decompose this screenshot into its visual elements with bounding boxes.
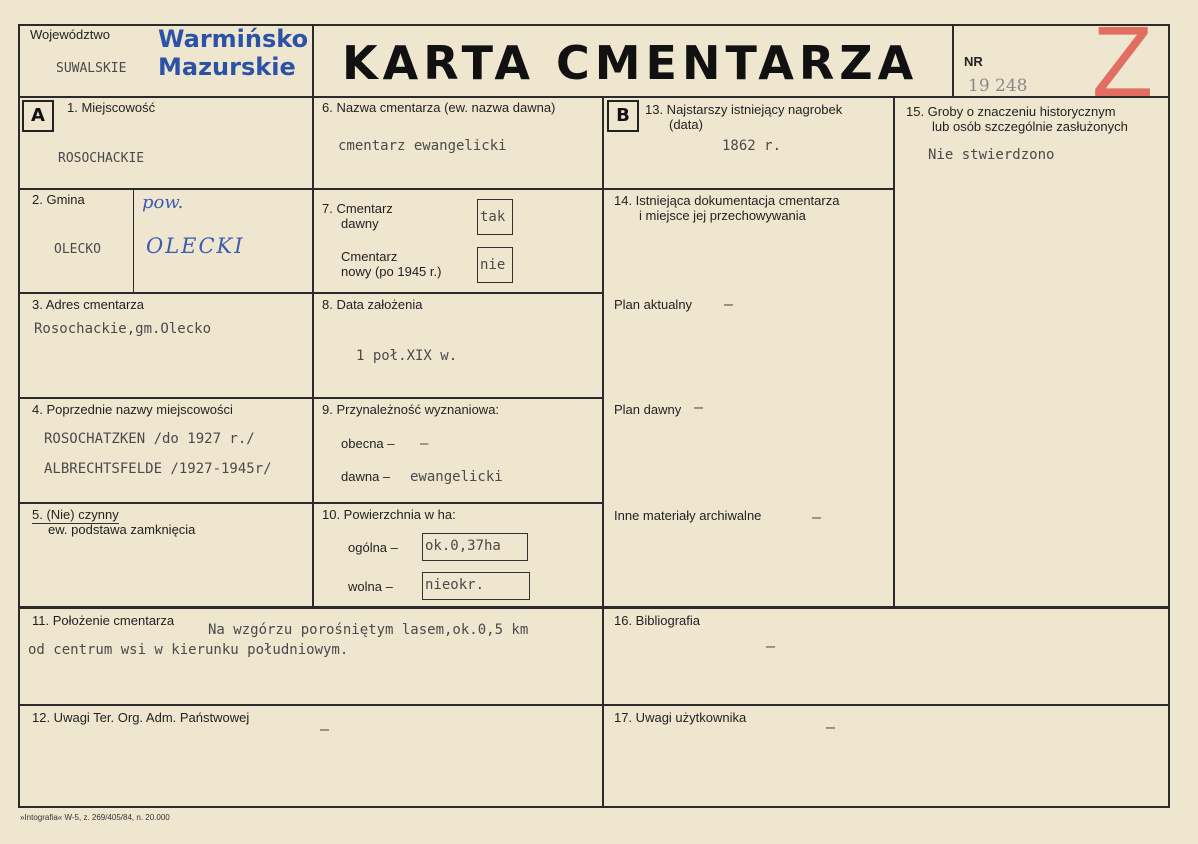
nr-label: NR — [964, 54, 983, 69]
f2-label: 2. Gmina — [32, 192, 85, 207]
f7-dawny-value: tak — [477, 199, 513, 235]
f17-value: – — [826, 718, 836, 736]
row-line-4 — [18, 502, 604, 504]
stamp-line-1: Warmińsko — [158, 25, 309, 53]
col3-right — [893, 96, 895, 608]
f7-nowy-label-1: Cmentarz — [341, 249, 398, 264]
page-title: KARTA CMENTARZA — [342, 36, 919, 90]
footer-print-info: »Intografia« W-5, z. 269/405/84, n. 20.000 — [20, 813, 170, 822]
row-line-6 — [18, 704, 1170, 706]
f8-value: 1 poł.XIX w. — [356, 348, 458, 364]
f1-label: 1. Miejscowość — [67, 100, 156, 115]
f7-dawny-label-1: 7. Cmentarz — [322, 201, 393, 216]
stamp-line-2: Mazurskie — [158, 53, 296, 81]
f15-label-1: 15. Groby o znaczeniu historycznym — [906, 104, 1116, 119]
f11-label: 11. Położenie cmentarza — [32, 613, 175, 628]
f12-value: – — [320, 720, 330, 738]
f14-label-1: 14. Istniejąca dokumentacja cmentarza — [614, 193, 840, 208]
section-b-marker: B — [607, 100, 639, 132]
wojewodztwo-typed: SUWALSKIE — [56, 61, 127, 76]
f9-obecna-label: obecna – — [341, 436, 395, 451]
f14-inne-label: Inne materiały archiwalne — [614, 508, 762, 523]
f13-label-1: 13. Najstarszy istniejący nagrobek — [645, 102, 843, 117]
f9-dawna-value: ewangelicki — [410, 469, 503, 485]
f10-wolna-value: nieokr. — [422, 572, 530, 600]
f5-label-2: ew. podstawa zamknięcia — [48, 522, 196, 537]
outer-left — [18, 24, 20, 808]
row-line-3 — [18, 397, 604, 399]
f15-value: Nie stwierdzono — [928, 147, 1055, 163]
f9-dawna-label: dawna – — [341, 469, 391, 484]
wojewodztwo-label: Województwo — [30, 27, 110, 42]
f13-value: 1862 r. — [722, 138, 782, 154]
row-line-5 — [18, 606, 1170, 609]
f9-label: 9. Przynależność wyznaniowa: — [322, 402, 500, 417]
f17-label: 17. Uwagi użytkownika — [614, 710, 747, 725]
row-line-2 — [18, 292, 604, 294]
row-line-1 — [18, 188, 604, 190]
f6-value: cmentarz ewangelicki — [338, 138, 507, 154]
col2-right — [602, 96, 604, 806]
f13-label-2: (data) — [669, 117, 703, 132]
f14-plan-dawny-value: – — [694, 398, 704, 416]
gmina-divider — [133, 188, 134, 292]
f4-value-1: ROSOCHATZKEN /do 1927 r./ — [44, 431, 255, 447]
row-line-b1 — [602, 188, 895, 190]
outer-right — [1168, 24, 1170, 808]
f16-label: 16. Bibliografia — [614, 613, 700, 628]
f14-label-2: i miejsce jej przechowywania — [639, 208, 806, 223]
f10-ogolna-label: ogólna – — [348, 540, 398, 555]
header-divider-1 — [312, 24, 314, 98]
f6-label: 6. Nazwa cmentarza (ew. nazwa dawna) — [322, 100, 556, 115]
f7-dawny-label-2: dawny — [341, 216, 379, 231]
f14-plan-aktualny-value: – — [724, 295, 734, 313]
section-a-marker: A — [22, 100, 54, 132]
f14-plan-aktualny-label: Plan aktualny — [614, 297, 693, 312]
f7-nowy-value: nie — [477, 247, 513, 283]
header-bottom — [18, 96, 1170, 98]
outer-bottom — [18, 806, 1170, 808]
f14-inne-value: – — [812, 508, 822, 526]
f2-hand-pow: pow. — [142, 192, 184, 213]
f5-label-1: 5. (Nie) czynny — [32, 507, 119, 522]
col1-right — [312, 96, 314, 608]
corner-letter: Z — [1092, 6, 1154, 118]
f2-value: OLECKO — [54, 242, 101, 257]
f10-wolna-label: wolna – — [348, 579, 393, 594]
f10-label: 10. Powierzchnia w ha: — [322, 507, 456, 522]
f16-value: – — [766, 637, 776, 655]
f11-value-2: od centrum wsi w kierunku południowym. — [28, 642, 349, 658]
f9-obecna-value: – — [420, 436, 429, 452]
f7-nowy-label-2: nowy (po 1945 r.) — [341, 264, 442, 279]
nr-value: 19 248 — [968, 76, 1028, 96]
f12-label: 12. Uwagi Ter. Org. Adm. Państwowej — [32, 710, 250, 725]
f15-label-2: lub osób szczególnie zasłużonych — [932, 119, 1128, 134]
f4-value-2: ALBRECHTSFELDE /1927-1945r/ — [44, 461, 272, 477]
f10-ogolna-value: ok.0,37ha — [422, 533, 528, 561]
f4-label: 4. Poprzednie nazwy miejscowości — [32, 402, 233, 417]
f1-value: ROSOCHACKIE — [58, 151, 145, 166]
header-divider-2 — [952, 24, 954, 98]
f3-value: Rosochackie,gm.Olecko — [34, 321, 212, 337]
f2-hand-value: OLECKI — [146, 234, 245, 258]
f14-plan-dawny-label: Plan dawny — [614, 402, 682, 417]
f8-label: 8. Data założenia — [322, 297, 423, 312]
f11-value-1: Na wzgórzu porośniętym lasem,ok.0,5 km — [208, 622, 529, 638]
f3-label: 3. Adres cmentarza — [32, 297, 144, 312]
